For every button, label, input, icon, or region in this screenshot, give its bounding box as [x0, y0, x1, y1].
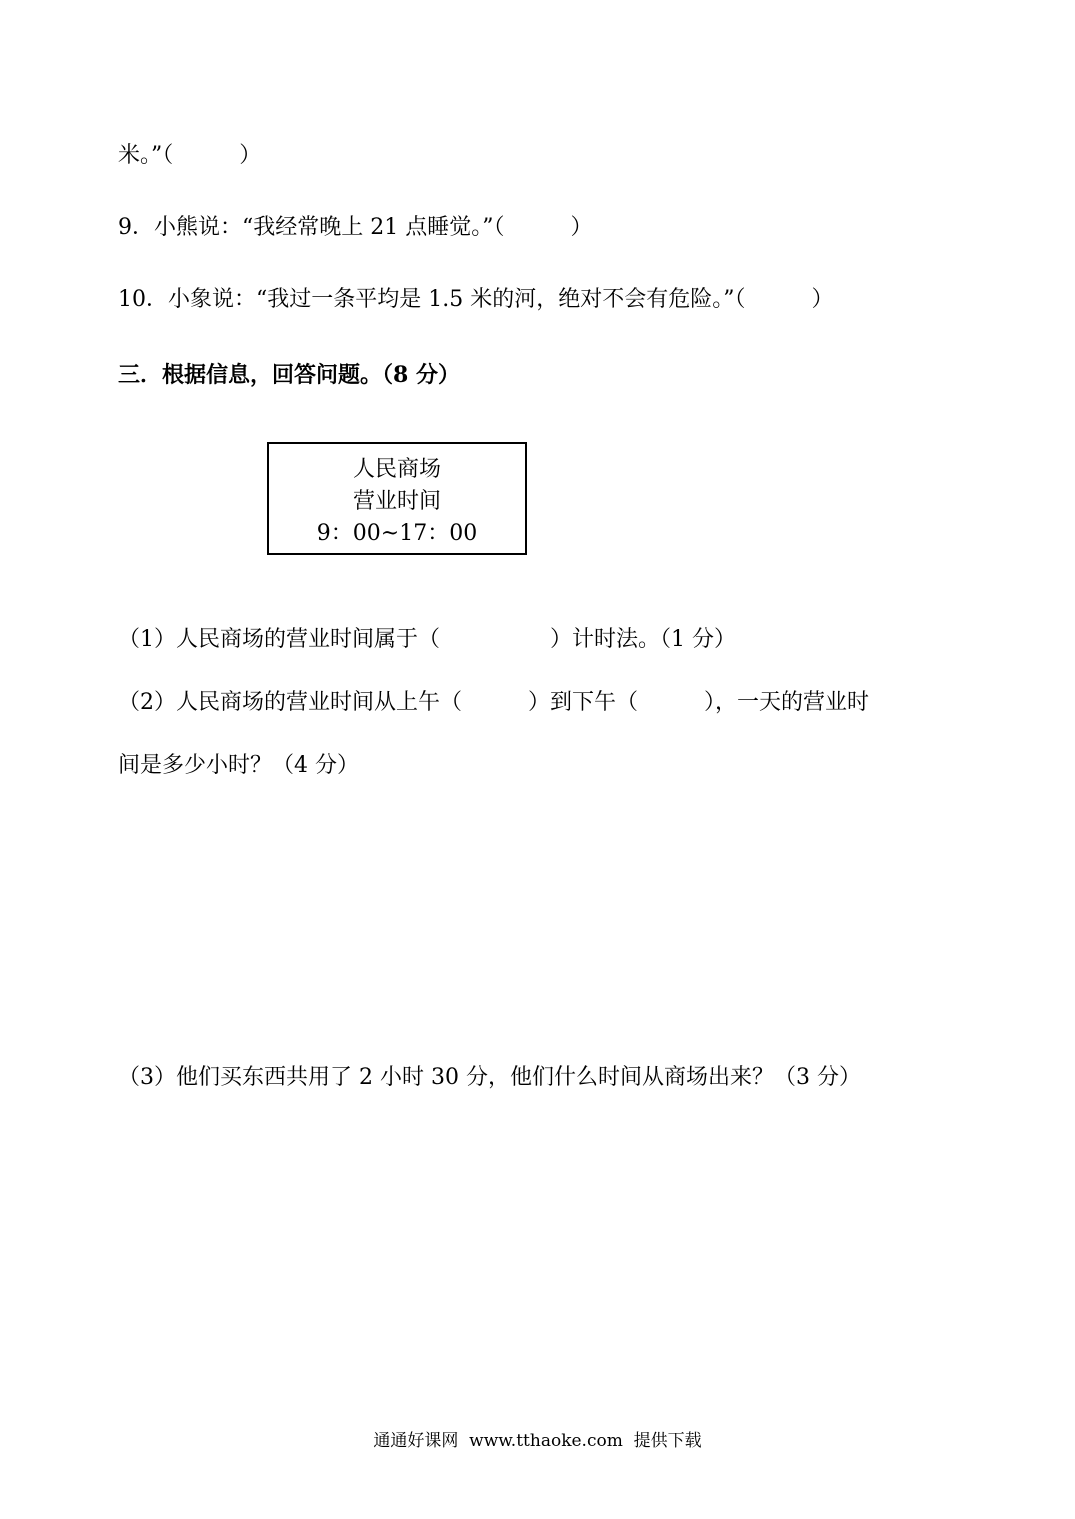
page-footer: 通通好课网 www.tthaoke.com 提供下载 — [373, 1431, 702, 1451]
question-10: 10．小象说：“我过一条平均是 1.5 米的河，绝对不会有危险。”（ ） — [118, 287, 834, 312]
sign-store-name: 人民商场 — [352, 457, 441, 482]
sign-hours-value: 9：00~17：00 — [316, 521, 478, 546]
sub-question-1: （1）人民商场的营业时间属于（ ）计时法。（1 分） — [118, 627, 736, 652]
sign-hours-label: 营业时间 — [352, 489, 441, 514]
section-3-heading: 三．根据信息，回答问题。（8 分） — [118, 362, 460, 388]
question-9: 9．小熊说：“我经常晚上 21 点睡觉。”（ ） — [118, 215, 593, 240]
business-hours-sign — [267, 442, 527, 555]
sub-question-2-line-1: （2）人民商场的营业时间从上午（ ）到下午（ ），一天的营业时 — [118, 690, 869, 715]
sub-question-3: （3）他们买东西共用了 2 小时 30 分，他们什么时间从商场出来？（3 分） — [118, 1065, 861, 1090]
sub-question-2-line-2: 间是多少小时？（4 分） — [118, 753, 359, 778]
question-8-continuation: 米。”（ ） — [118, 143, 262, 168]
